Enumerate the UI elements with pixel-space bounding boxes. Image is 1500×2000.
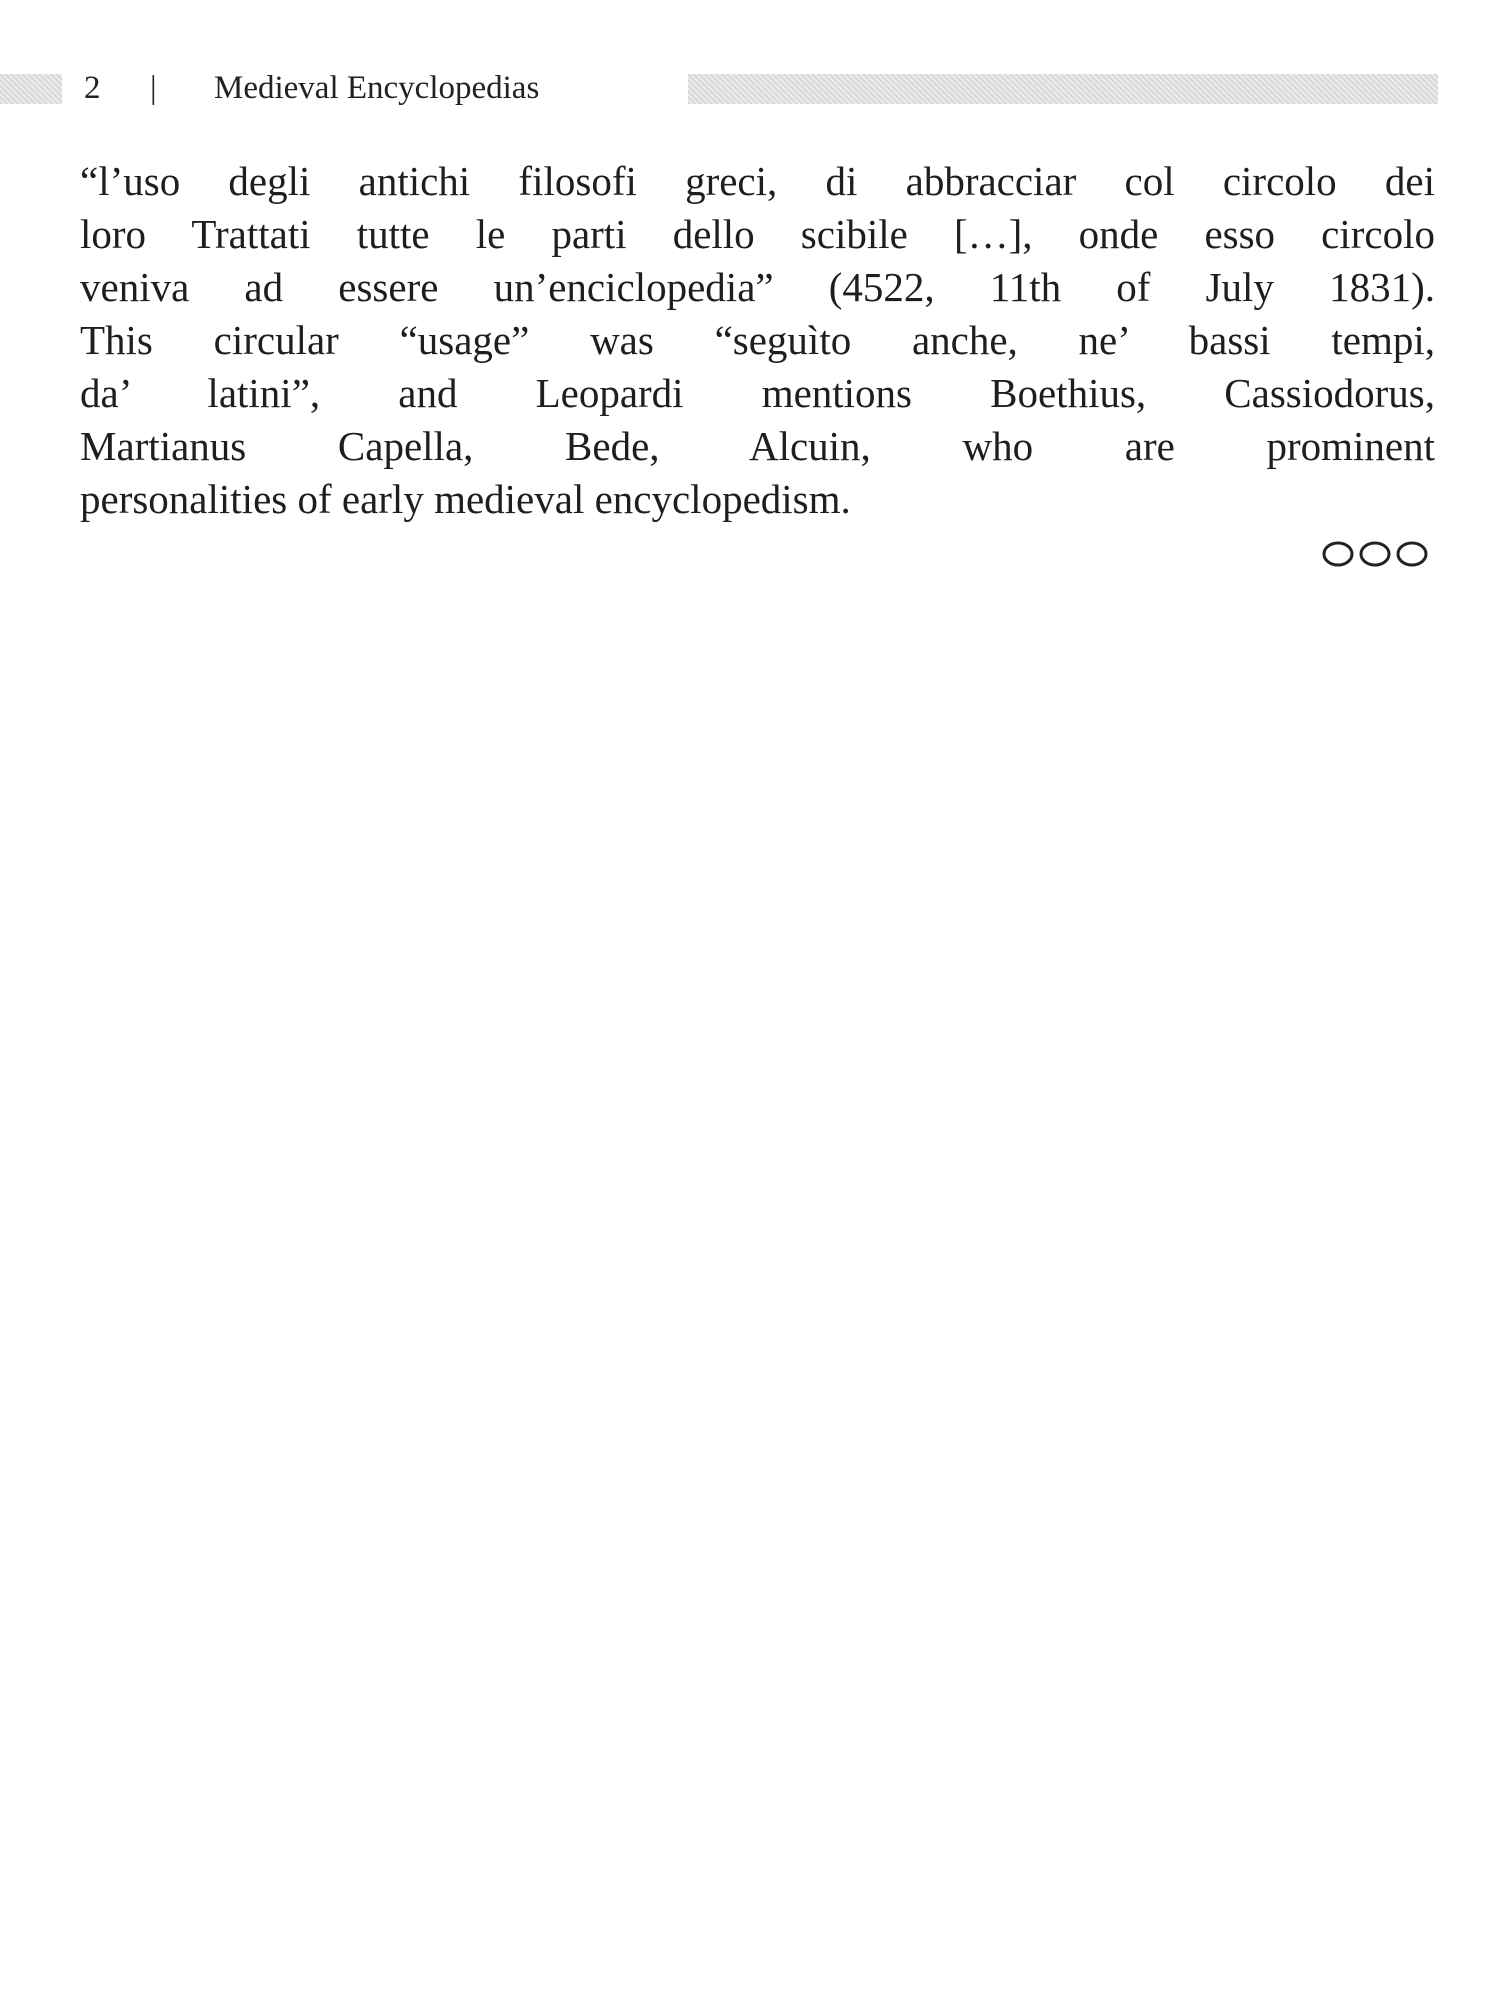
body-line: personalities of early medieval encyclopedism. <box>80 476 851 522</box>
body-line: loro Trattati tutte le parti dello scibile […], onde esso circolo <box>80 211 1435 257</box>
body-line: da’ latini”, and Leopardi mentions Boethius, Cassiodorus, <box>80 370 1435 416</box>
running-title: Medieval Encyclopedias <box>214 70 540 106</box>
header-shaded-band-left <box>0 74 62 104</box>
body-line: veniva ad essere un’enciclopedia” (4522, 11th of July 1831). <box>80 264 1435 310</box>
body-line: “l’uso degli antichi filosofi greci, di abbracciar col circolo dei <box>80 158 1435 204</box>
page-number: 2 <box>84 70 101 106</box>
three-circles-ornament-icon <box>1320 536 1430 572</box>
body-line: Martianus Capella, Bede, Alcuin, who are prominent <box>80 423 1435 469</box>
header-shaded-band-right <box>688 74 1438 104</box>
body-paragraph <box>80 155 1435 526</box>
running-header <box>0 68 1500 108</box>
body-line: This circular “usage” was “seguìto anche, ne’ bassi tempi, <box>80 317 1435 363</box>
header-separator: | <box>150 70 157 106</box>
